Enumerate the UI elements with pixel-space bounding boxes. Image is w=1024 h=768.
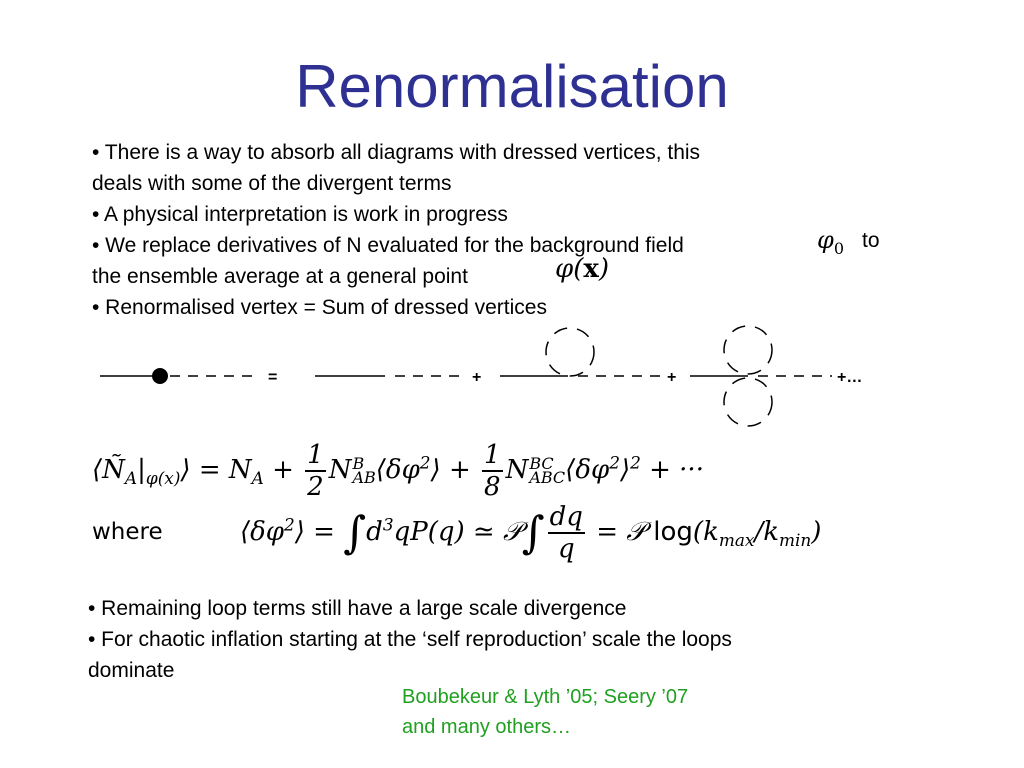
diagram-svg xyxy=(0,320,1024,440)
integral-sign: ∫ xyxy=(521,507,545,559)
diagram-loop xyxy=(546,328,594,376)
bullet-line: • Renormalised vertex = Sum of dressed vertices xyxy=(92,296,547,319)
equals-sign: = xyxy=(268,369,278,386)
to-word: to xyxy=(862,229,880,252)
equation-variance: $⟨\delta\varphi^2⟩ = \int d^3qP(q)$ ≃ 𝒫∫ $\frac{dq}{q}$ = 𝒫 $\log(k_{max}/k_{min})$ xyxy=(240,502,822,564)
where-label: where xyxy=(92,519,163,545)
bullet-line: • Remaining loop terms still have a large scale divergence xyxy=(88,597,627,620)
bullet-line: the ensemble average at a general point xyxy=(92,265,468,288)
reference-line: Boubekeur & Lyth ’05; Seery ’07 xyxy=(402,686,689,708)
fraction-dq-q: $\frac{dq}{q}$ xyxy=(549,502,583,564)
bullet-line: deals with some of the divergent terms xyxy=(92,172,452,195)
integral-sign: ∫ xyxy=(343,507,367,559)
bullet-list-top xyxy=(92,137,922,323)
feynman-diagram xyxy=(0,320,1024,440)
plus-sign: + xyxy=(667,369,677,386)
diagram-loop xyxy=(724,378,772,426)
phi0-symbol: $\varphi_0$ xyxy=(817,226,844,258)
plus-dots: +… xyxy=(837,369,863,386)
slide-title: Renormalisation xyxy=(295,53,729,120)
bullet-line: • We replace derivatives of N evaluated for the background field xyxy=(92,234,684,257)
reference-line: and many others… xyxy=(402,716,571,738)
references xyxy=(402,682,688,742)
fraction-half: $\frac{1}{2}$ xyxy=(307,440,324,502)
fraction-eighth: $\frac{1}{8}$ xyxy=(484,440,501,502)
bullet-line: dominate xyxy=(88,659,175,682)
bullet-list-bottom xyxy=(88,593,732,686)
dressed-vertex-dot xyxy=(152,368,168,384)
plus-sign: + xyxy=(472,369,482,386)
diagram-loop xyxy=(724,326,772,374)
bullet-line: • For chaotic inflation starting at the ‘self reproduction’ scale the loops xyxy=(88,628,732,651)
bullet-line: • There is a way to absorb all diagrams with dressed vertices, this xyxy=(92,141,701,164)
bullet-line: • A physical interpretation is work in progress xyxy=(92,203,508,226)
phi-x-symbol: φ(x) xyxy=(555,254,610,284)
equation-renormalised-n: $⟨Ñ_A|_{\varphi(x)}⟩ = N_A$ + $\frac{1}{2}$ NB $AB⟨\delta\varphi^2⟩$ + $\frac{1}{8}$ NBC $ABC⟨\delta\varphi^2⟩^2$ + ··· xyxy=(92,440,704,502)
